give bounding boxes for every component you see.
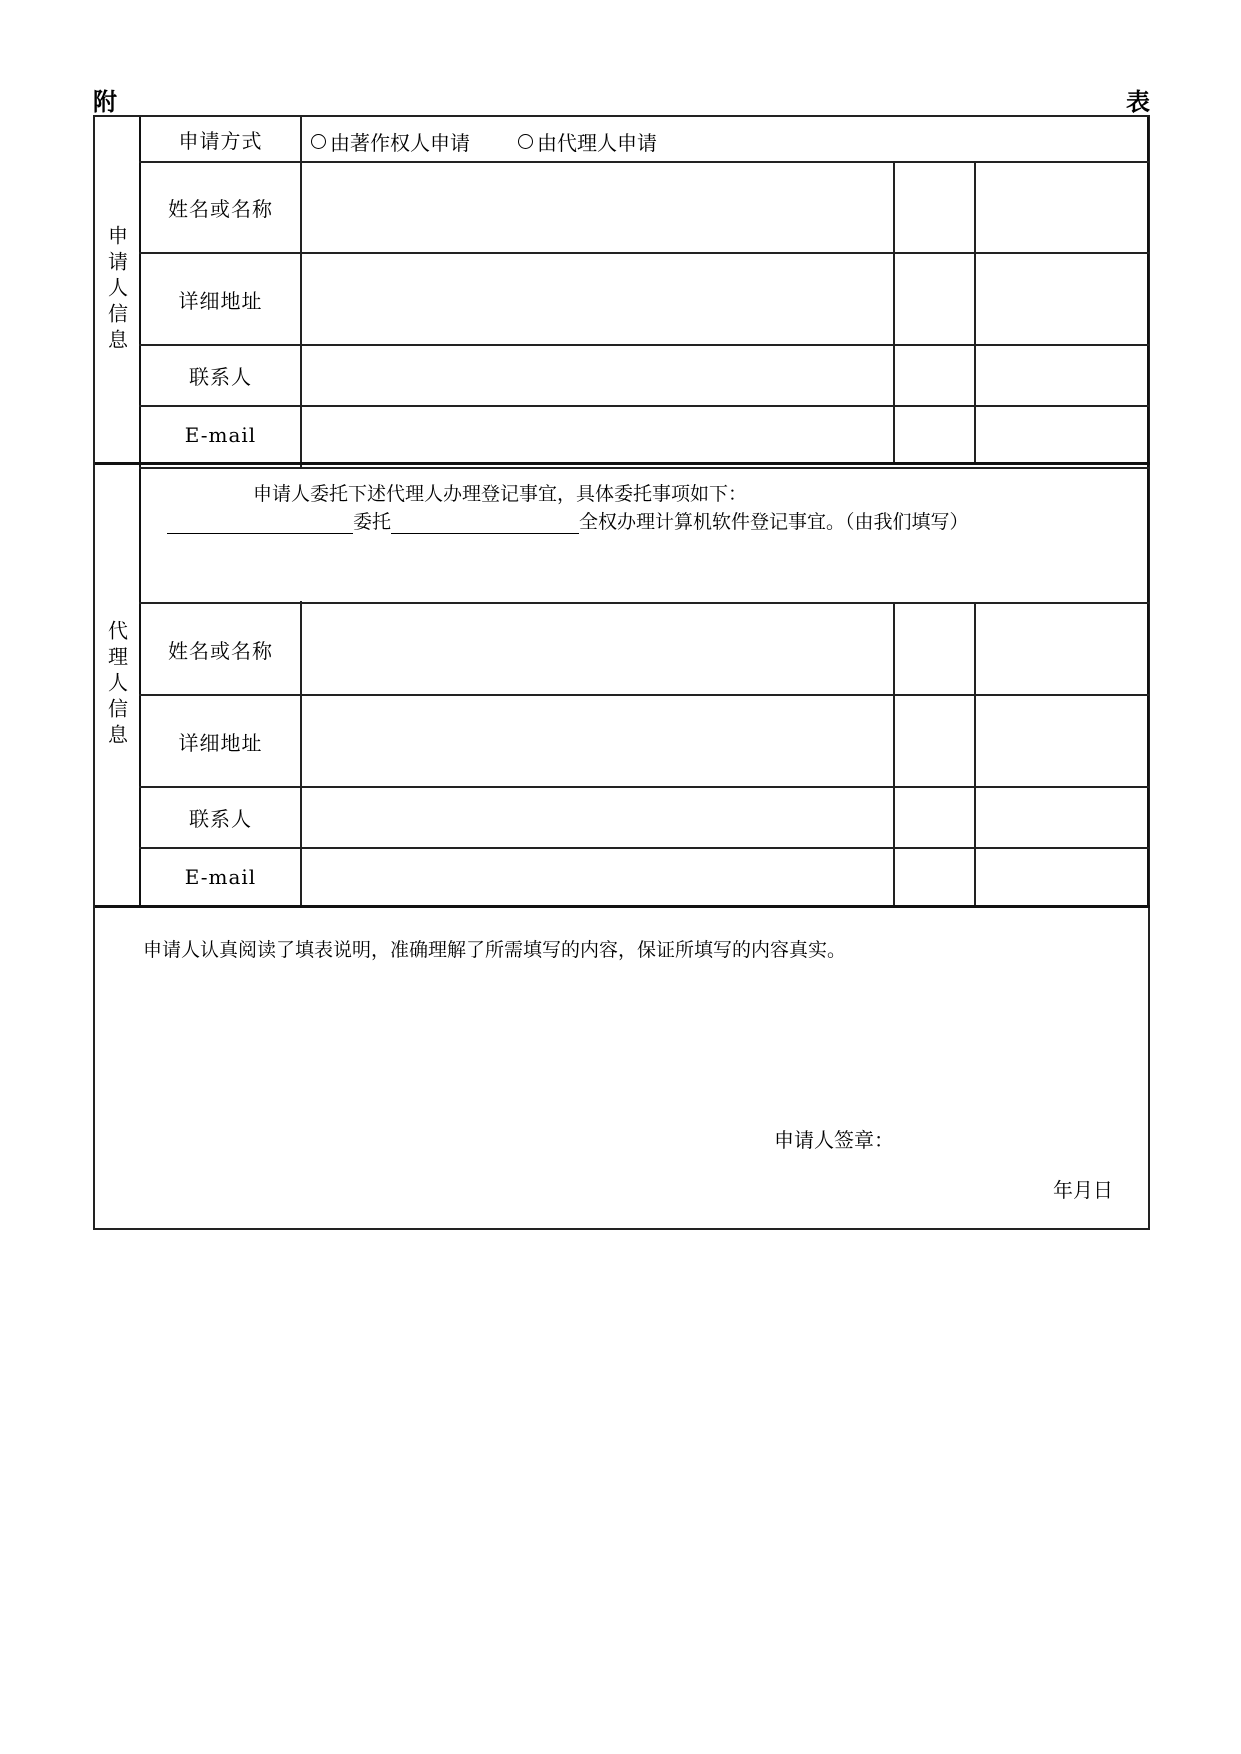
declaration-text: 申请人认真阅读了填表说明，准确理解了所需填写的内容，保证所填写的内容真实。 (143, 939, 847, 961)
delegate-blank[interactable] (391, 513, 579, 534)
agent-contact-label: 联系人 (189, 807, 252, 831)
applicant-name-label: 姓名或名称 (168, 197, 273, 221)
radio-option-copyright-owner[interactable] (311, 127, 470, 156)
delegation-tail-text: 全权办理计算机软件登记事宜。（由我们填写） (579, 511, 969, 533)
date-label: 年月日 (1053, 1178, 1113, 1202)
radio-option-label: 由著作权人申请 (330, 131, 470, 155)
radio-option-agent[interactable] (518, 127, 657, 156)
radio-option-label: 由代理人申请 (537, 131, 657, 155)
applicant-contact-field[interactable] (303, 346, 893, 405)
application-method-label: 申请方式 (178, 128, 263, 153)
agent-email-field[interactable] (303, 849, 893, 905)
agent-name-field[interactable] (303, 604, 893, 694)
agent-col-divider-2 (974, 602, 976, 907)
applicant-address-label: 详细地址 (178, 288, 263, 313)
delegation-intro: 申请人委托下述代理人办理登记事宜，具体委托事项如下： (253, 483, 748, 505)
header-right-label: 表 (1126, 88, 1150, 116)
agent-section-title: 代理人信息 (104, 620, 129, 750)
agent-col-divider-1 (893, 602, 895, 907)
agent-address-label: 详细地址 (178, 730, 263, 755)
applicant-contact-label: 联系人 (189, 365, 252, 389)
divider (139, 467, 1149, 469)
agent-email-label: E-mail (184, 865, 257, 889)
table-bottom-border (95, 905, 1150, 908)
registration-form (93, 115, 1150, 1230)
delegator-blank[interactable] (167, 513, 353, 534)
radio-circle-icon (311, 134, 326, 149)
agent-contact-field[interactable] (303, 788, 893, 847)
applicant-email-field[interactable] (303, 407, 893, 462)
signature-label: 申请人签章： (774, 1128, 894, 1152)
applicant-section-title: 申请人信息 (104, 224, 129, 355)
radio-circle-icon (518, 134, 533, 149)
applicant-address-field[interactable] (303, 254, 893, 344)
header-left-label: 附 (93, 88, 117, 116)
delegation-statement (167, 507, 969, 534)
table-right-border (1147, 117, 1149, 907)
applicant-col-divider-2 (974, 161, 976, 462)
delegation-mid-text: 委托 (353, 511, 392, 533)
agent-address-field[interactable] (303, 696, 893, 786)
section-separator (95, 462, 1150, 465)
applicant-col-divider-1 (893, 161, 895, 462)
applicant-email-label: E-mail (184, 422, 257, 447)
page-header (93, 82, 1150, 116)
applicant-name-field[interactable] (303, 163, 893, 252)
signature-field[interactable] (891, 1117, 1111, 1151)
agent-name-label: 姓名或名称 (168, 638, 273, 663)
